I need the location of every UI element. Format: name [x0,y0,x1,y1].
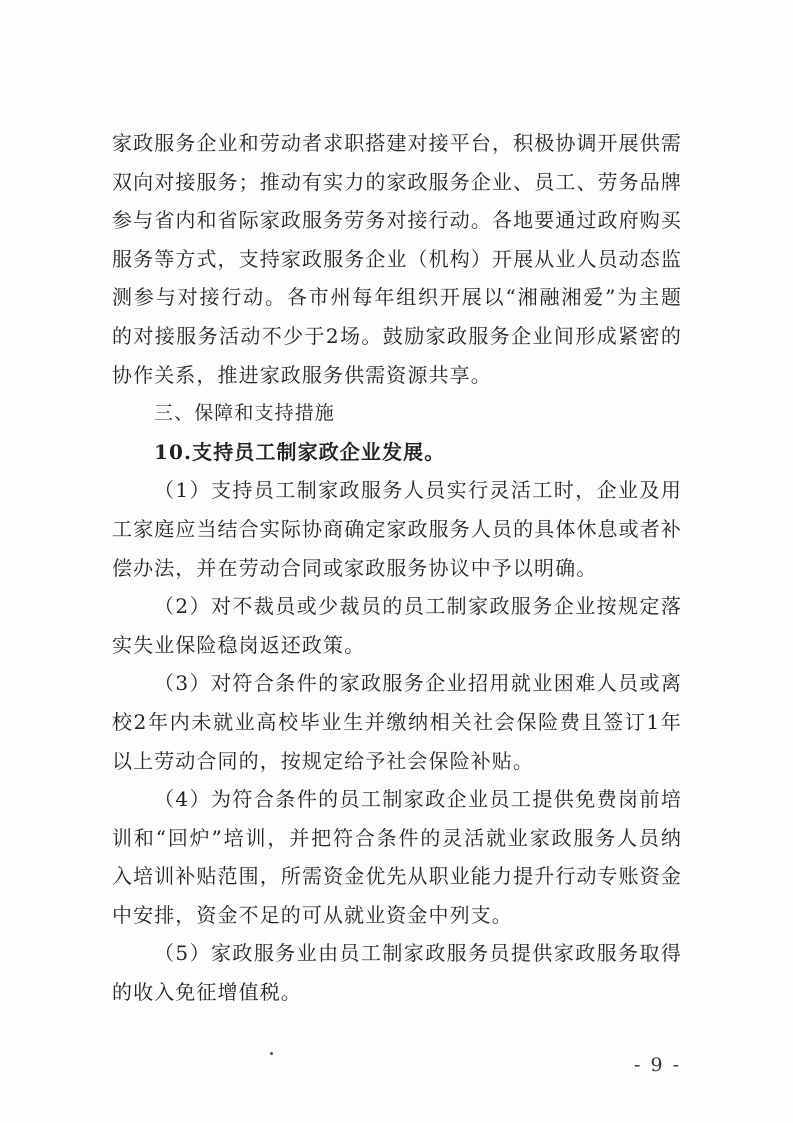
paragraph-item-5: （5）家政服务业由员工制家政服务员提供家政服务取得的收入免征增值税。 [112,941,682,1005]
item-heading-10: 10.支持员工制家政企业发展。 [154,439,446,464]
paragraph-matching-services: 家政服务企业和劳动者求职搭建对接平台，积极协调开展供需双向对接服务；推动有实力的家政服务企业、员工、劳务品牌参与省内和省际家政服务劳务对接行动。各地要通过政府购买服务等方式，支持家政服务企业（机构）开展从业人员动态监测参与对接行动。各市州每年组织开展以“湘融湘爱”为主题的对接服务活动不少于2场。鼓励家政服务企业间形成紧密的协作关系，推进家政服务供需资源共享。 [112,131,682,387]
scan-speck [270,1052,273,1055]
paragraph-item-3: （3）对符合条件的家政服务企业招用就业困难人员或离校2年内未就业高校毕业生并缴纳相关社会保险费且签订1年以上劳动合同的，按规定给予社会保险补贴。 [112,671,682,773]
document-body [112,124,682,1012]
section-heading-safeguards: 三、保障和支持措施 [154,402,335,425]
paragraph-item-4: （4）为符合条件的员工制家政企业员工提供免费岗前培训和“回炉”培训，并把符合条件的灵活就业家政服务人员纳入培训补贴范围，所需资金优先从职业能力提升行动专账资金中安排，资金不足的可从就业资金中列支。 [112,787,682,927]
page-number: - 9 - [633,1054,681,1076]
paragraph-item-2: （2）对不裁员或少裁员的员工制家政服务企业按规定落实失业保险稳岗返还政策。 [112,594,682,657]
paragraph-item-1: （1）支持员工制家政服务人员实行灵活工时，企业及用工家庭应当结合实际协商确定家政服务人员的具体休息或者补偿办法，并在劳动合同或家政服务协议中予以明确。 [112,478,682,580]
